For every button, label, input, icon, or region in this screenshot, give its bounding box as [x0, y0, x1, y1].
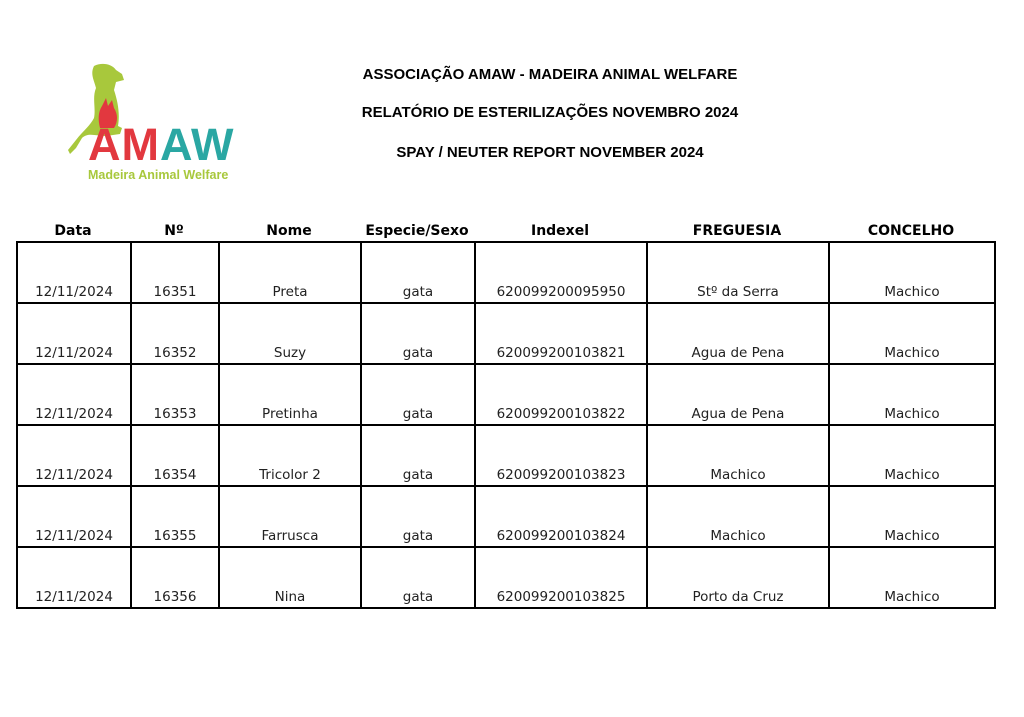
cell-freguesia: Machico — [647, 425, 829, 486]
logo-letter: A — [160, 119, 192, 170]
sterilization-table — [16, 241, 996, 609]
logo-letter: M — [121, 119, 160, 170]
table-row — [17, 364, 995, 425]
cell-numero: 16354 — [131, 425, 219, 486]
column-header-concelho: CONCELHO — [867, 223, 955, 239]
table-row — [17, 303, 995, 364]
table-row — [17, 425, 995, 486]
cell-indexel: 620099200103824 — [475, 486, 647, 547]
cell-concelho: Machico — [829, 242, 995, 303]
cell-nome: Preta — [219, 242, 361, 303]
logo-subtitle: Madeira Animal Welfare — [88, 168, 229, 182]
cell-indexel: 620099200103822 — [475, 364, 647, 425]
cell-especie-sexo: gata — [361, 486, 475, 547]
cell-numero: 16352 — [131, 303, 219, 364]
cell-data: 12/11/2024 — [17, 486, 131, 547]
cell-data: 12/11/2024 — [17, 303, 131, 364]
cell-freguesia: Machico — [647, 486, 829, 547]
cell-concelho: Machico — [829, 364, 995, 425]
cell-especie-sexo: gata — [361, 547, 475, 608]
table-row — [17, 547, 995, 608]
cell-especie-sexo: gata — [361, 364, 475, 425]
cell-especie-sexo: gata — [361, 303, 475, 364]
table-row — [17, 242, 995, 303]
column-header-freguesia: FREGUESIA — [692, 223, 782, 239]
cell-nome: Farrusca — [219, 486, 361, 547]
report-title-pt: RELATÓRIO DE ESTERILIZAÇÕES NOVEMBRO 2024 — [361, 104, 739, 121]
document-title: ASSOCIAÇÃO AMAW - MADEIRA ANIMAL WELFARE — [362, 66, 738, 83]
cell-freguesia: Agua de Pena — [647, 364, 829, 425]
cell-numero: 16353 — [131, 364, 219, 425]
cell-indexel: 620099200103825 — [475, 547, 647, 608]
cell-indexel: 620099200103821 — [475, 303, 647, 364]
cell-data: 12/11/2024 — [17, 547, 131, 608]
report-title-en: SPAY / NEUTER REPORT NOVEMBER 2024 — [396, 144, 704, 161]
cell-nome: Tricolor 2 — [219, 425, 361, 486]
cell-numero: 16351 — [131, 242, 219, 303]
cell-freguesia: Stº da Serra — [647, 242, 829, 303]
column-header-especie-sexo: Especie/Sexo — [365, 223, 469, 239]
logo-letter: W — [191, 119, 235, 170]
column-header-data: Data — [54, 223, 92, 239]
cell-concelho: Machico — [829, 486, 995, 547]
amaw-logo — [66, 62, 238, 186]
cell-data: 12/11/2024 — [17, 242, 131, 303]
cell-freguesia: Porto da Cruz — [647, 547, 829, 608]
logo-letter: A — [88, 119, 122, 170]
cell-data: 12/11/2024 — [17, 364, 131, 425]
cell-freguesia: Agua de Pena — [647, 303, 829, 364]
cell-concelho: Machico — [829, 303, 995, 364]
column-header-numero: Nº — [164, 223, 184, 239]
table-row — [17, 486, 995, 547]
cell-numero: 16355 — [131, 486, 219, 547]
cell-nome: Pretinha — [219, 364, 361, 425]
cell-concelho: Machico — [829, 425, 995, 486]
cell-especie-sexo: gata — [361, 425, 475, 486]
column-header-nome: Nome — [266, 223, 312, 239]
cell-indexel: 620099200095950 — [475, 242, 647, 303]
cell-especie-sexo: gata — [361, 242, 475, 303]
cell-indexel: 620099200103823 — [475, 425, 647, 486]
cell-nome: Nina — [219, 547, 361, 608]
cell-concelho: Machico — [829, 547, 995, 608]
cell-data: 12/11/2024 — [17, 425, 131, 486]
cell-numero: 16356 — [131, 547, 219, 608]
logo-wordmark — [88, 119, 235, 170]
cell-nome: Suzy — [219, 303, 361, 364]
column-header-indexel: Indexel — [530, 223, 590, 239]
